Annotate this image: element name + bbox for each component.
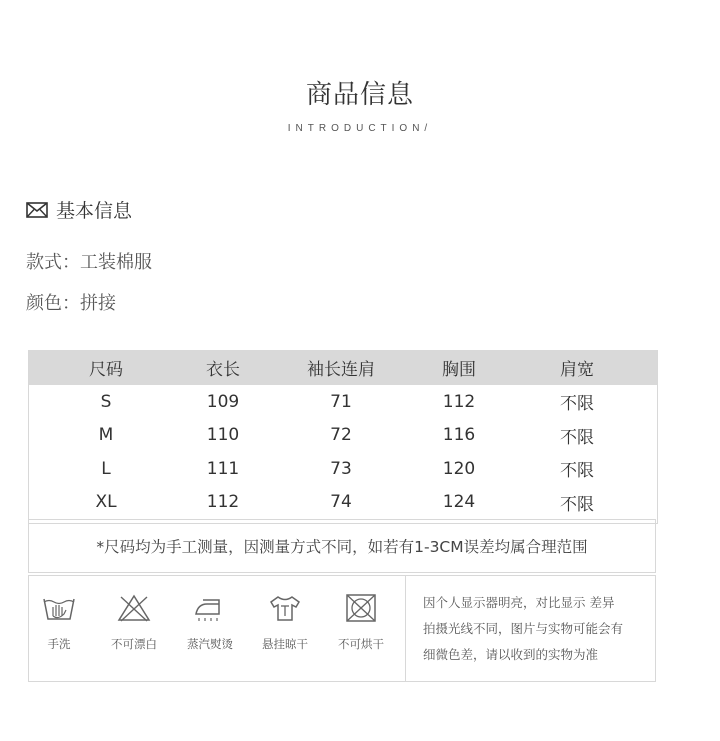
table-row: [29, 385, 657, 419]
care-item-no-tumble-dry: [326, 594, 396, 652]
care-label: 悬挂晾干: [262, 637, 308, 651]
care-item-steam-iron: [175, 594, 245, 652]
care-item-no-bleach: [99, 594, 169, 652]
hand-wash-icon: [24, 594, 94, 622]
style-line: 款式：工装棉服: [26, 252, 152, 273]
table-cell: 71: [330, 391, 352, 412]
table-cell: M: [98, 425, 114, 446]
column-header: 胸围: [442, 360, 476, 380]
table-cell: 116: [442, 425, 476, 446]
steam-iron-icon: [175, 594, 245, 622]
size-table: [28, 350, 658, 524]
page-title: 商品信息: [305, 80, 414, 110]
disclaimer-line: 细微色差，请以收到的实物为准: [423, 647, 599, 662]
care-label: 蒸汽熨烫: [187, 637, 233, 651]
size-table-header: [29, 350, 657, 385]
disclaimer-line: 拍摄光线不同，图片与实物可能会有: [423, 621, 624, 636]
column-header: 袖长连肩: [307, 360, 375, 380]
column-header: 尺码: [89, 360, 123, 380]
table-row: [29, 452, 657, 486]
care-label: 不可漂白: [111, 637, 157, 651]
table-cell: 110: [206, 425, 240, 446]
table-cell: 不限: [560, 461, 594, 482]
table-cell: 111: [206, 458, 240, 479]
care-panel: [28, 575, 656, 682]
care-item-hand-wash: [24, 594, 94, 652]
table-row: [29, 486, 657, 520]
no-tumble-dry-icon: [326, 594, 396, 622]
table-cell: 112: [442, 391, 476, 412]
color-disclaimer: [423, 590, 653, 668]
table-cell: 74: [330, 492, 352, 513]
table-cell: 73: [330, 458, 352, 479]
hang-dry-icon: [250, 594, 320, 622]
column-header: 肩宽: [560, 360, 594, 380]
table-cell: 112: [206, 492, 240, 513]
no-bleach-icon: [99, 594, 169, 622]
table-cell: 不限: [560, 494, 594, 515]
color-line: 颜色：拼接: [26, 293, 116, 314]
table-cell: 124: [442, 492, 476, 513]
table-cell: XL: [95, 492, 117, 513]
column-header: 衣长: [206, 360, 240, 380]
table-cell: 109: [206, 391, 240, 412]
disclaimer-line: 因个人显示器明亮，对比显示 差异: [423, 595, 615, 610]
care-label: 手洗: [47, 637, 71, 651]
basic-info-heading-label: 基本信息: [56, 200, 133, 222]
table-cell: 不限: [560, 427, 594, 448]
measurement-note: *尺码均为手工测量，因测量方式不同，如若有1-3CM误差均属合理范围: [28, 519, 656, 573]
table-cell: 72: [330, 425, 352, 446]
page-subtitle: INTRODUCTION/: [287, 123, 433, 134]
table-cell: 120: [442, 458, 476, 479]
table-row: [29, 419, 657, 453]
table-cell: L: [101, 458, 111, 479]
envelope-icon: [26, 202, 48, 218]
table-cell: S: [100, 391, 112, 412]
basic-info-heading: [26, 196, 132, 223]
care-label: 不可烘干: [338, 637, 384, 651]
care-icons: [29, 576, 406, 681]
table-cell: 不限: [560, 394, 594, 415]
care-item-hang-dry: [250, 594, 320, 652]
